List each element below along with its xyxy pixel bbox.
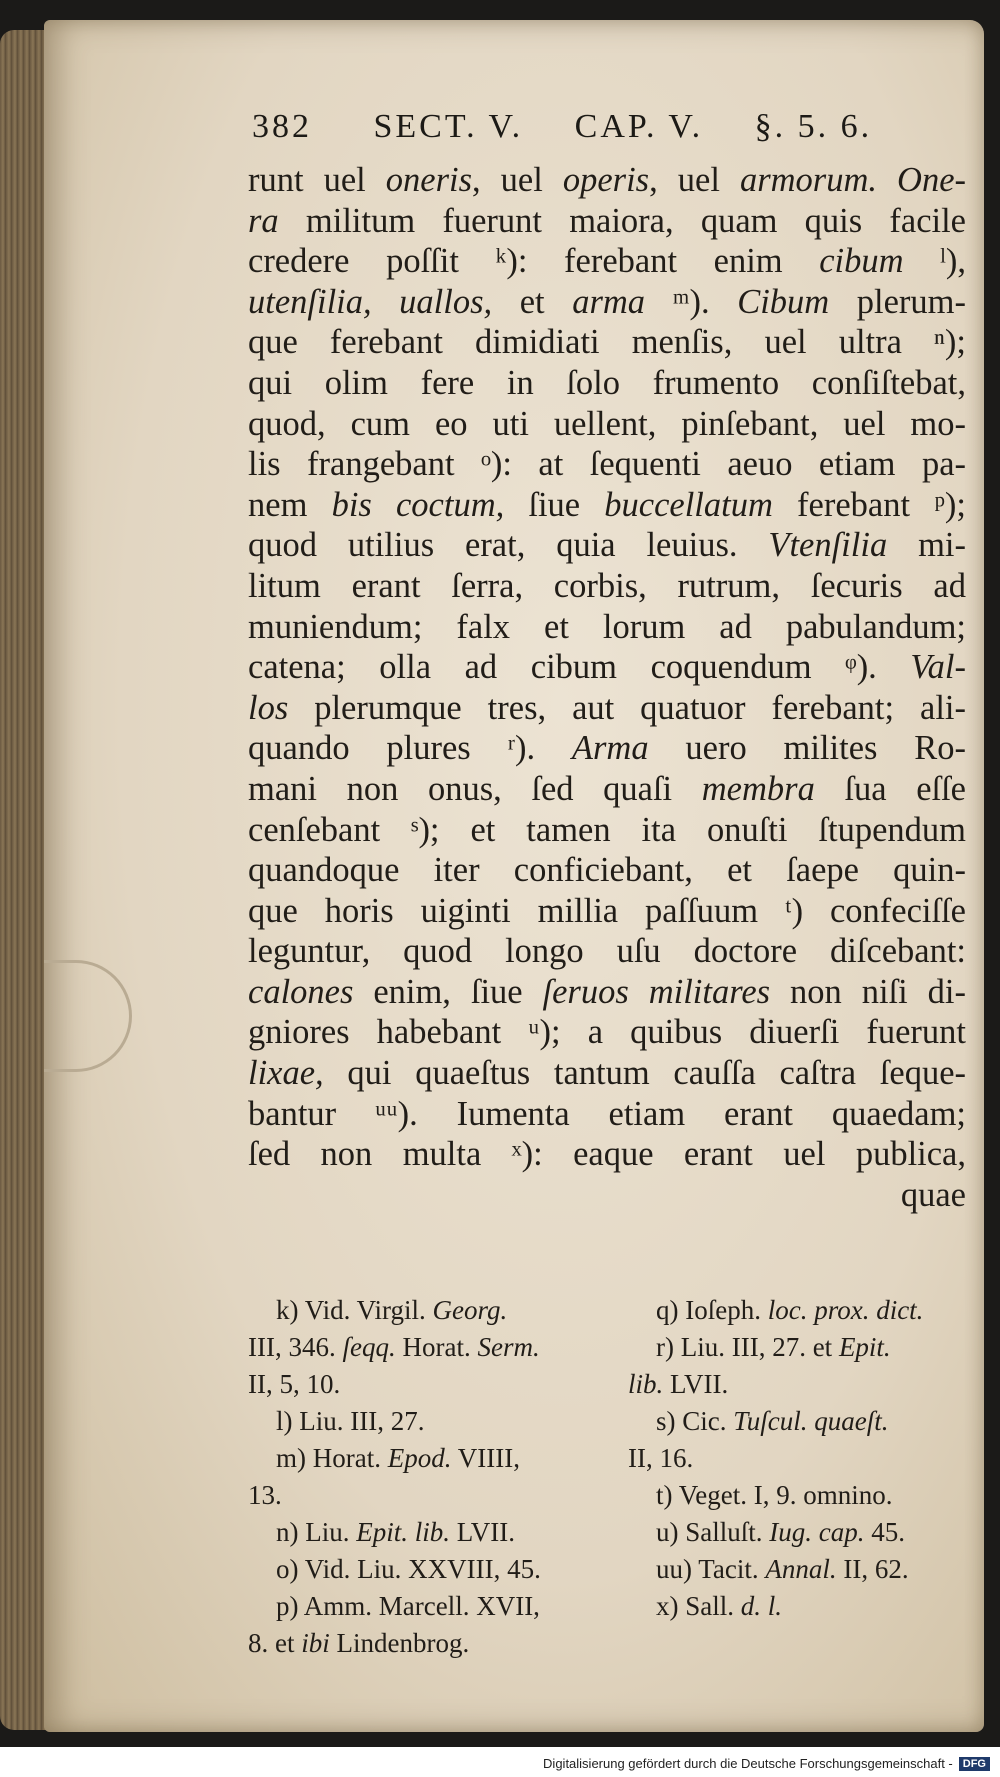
text-run: 8. et: [248, 1628, 302, 1658]
footnote-line: [248, 1403, 598, 1440]
text-run: II, 16.: [628, 1443, 694, 1473]
text-run: et: [492, 282, 573, 321]
italic-text: operis: [562, 161, 650, 199]
text-run: enim, ſiue: [353, 972, 543, 1011]
text-run: quando plures ʳ).: [248, 729, 572, 768]
text-line: [248, 972, 966, 1013]
text-run: Lindenbrog.: [329, 1628, 470, 1658]
text-run: LVII.: [450, 1517, 515, 1547]
text-run: s) Cic.: [656, 1406, 734, 1436]
text-run: uero milites Ro-: [648, 729, 966, 768]
text-run: gniores habebant ᵘ); a quibus diuerſi fuerunt: [248, 1013, 966, 1052]
text-run: t) Veget. I, 9. omnino.: [656, 1480, 893, 1510]
text-run: uu) Tacit.: [656, 1554, 766, 1584]
text-run: Horat.: [395, 1332, 478, 1362]
italic-text: ra: [248, 201, 279, 240]
footnote-line: [248, 1551, 598, 1588]
footnote-line: [248, 1588, 598, 1625]
text-run: III, 346.: [248, 1332, 343, 1362]
italic-text: oneris: [385, 161, 473, 199]
footnote-line: [628, 1514, 968, 1551]
italic-text: d. l.: [740, 1591, 783, 1621]
text-run: nem: [248, 485, 332, 524]
italic-text: ibi: [301, 1628, 330, 1658]
footnotes-left-column: [248, 1292, 598, 1662]
text-run: ſiue: [504, 485, 605, 524]
footnote-line: [248, 1292, 598, 1329]
text-run: quod utilius erat, quia leuius.: [248, 526, 769, 565]
main-text-block: [248, 160, 966, 1215]
text-run: ferebant ᵖ);: [772, 485, 967, 524]
text-line: [248, 931, 966, 972]
text-run: 45.: [864, 1517, 905, 1547]
text-run: leguntur, quod longo uſu doctore diſcebant:: [248, 932, 966, 971]
italic-text: calones: [248, 972, 354, 1011]
text-run: II, 62.: [836, 1554, 909, 1584]
text-line: [248, 160, 966, 201]
text-run: que ferebant dimidiati menſis, uel ultra ⁿ);: [248, 323, 966, 362]
text-line: [248, 1012, 966, 1053]
paragraph-label: §. 5. 6.: [754, 108, 873, 145]
italic-text: lib.: [628, 1369, 664, 1399]
text-run: credere poſſit ᵏ): ferebant enim: [248, 242, 820, 281]
italic-text: Vtenſilia: [768, 526, 888, 565]
italic-text: Serm.: [477, 1332, 540, 1362]
italic-text: los: [248, 688, 289, 727]
running-header: [252, 108, 972, 146]
footnote-line: [248, 1625, 598, 1662]
text-line: [248, 404, 966, 445]
text-run: cenſebant ˢ); et tamen ita onuſti ſtupendum: [248, 810, 966, 849]
text-run: LVII.: [663, 1369, 729, 1399]
footnote-line: [628, 1366, 968, 1403]
footnote-line: [248, 1329, 598, 1366]
footnote-line: [628, 1477, 968, 1514]
text-run: litum erant ſerra, corbis, rutrum, ſecuris ad: [248, 566, 966, 605]
text-run: m) Horat.: [276, 1443, 388, 1473]
footnote-line: [248, 1366, 598, 1403]
page-clip-mark: [44, 960, 132, 1072]
text-run: ᵐ).: [645, 282, 738, 321]
text-line: [248, 1094, 966, 1135]
italic-text: arma: [572, 282, 646, 321]
text-line: [248, 769, 966, 810]
text-run: non niſi di-: [770, 972, 966, 1011]
italic-text: Val-: [910, 648, 966, 687]
italic-text: loc. prox. dict.: [767, 1295, 924, 1325]
text-line: [248, 444, 966, 485]
text-run: q) Ioſeph.: [656, 1295, 768, 1325]
italic-text: lixae,: [248, 1054, 324, 1093]
italic-text: Cibum: [737, 282, 830, 321]
text-run: qui quaeſtus tantum cauſſa caſtra ſeque-: [323, 1054, 966, 1093]
text-run: runt uel: [248, 161, 386, 199]
text-line: [248, 850, 966, 891]
text-line: [248, 1134, 966, 1175]
italic-text: cibum: [819, 242, 904, 281]
italic-text: buccellatum: [604, 485, 773, 524]
text-run: plerumque tres, aut quatuor ferebant; ali-: [288, 688, 966, 727]
text-line: [248, 201, 966, 242]
text-run: quandoque iter conficiebant, et ſaepe quin-: [248, 851, 966, 890]
text-run: plerum-: [829, 282, 966, 321]
credit-text: Digitalisierung gefördert durch die Deutsche Forschungsgemeinschaft -: [543, 1756, 953, 1771]
italic-text: ſeruos militares: [542, 972, 771, 1011]
text-line: [248, 485, 966, 526]
text-run: u) Salluſt.: [656, 1517, 770, 1547]
text-run: mi-: [887, 526, 966, 565]
text-run: x) Sall.: [656, 1591, 741, 1621]
text-run: l) Liu. III, 27.: [276, 1406, 425, 1436]
text-run: muniendum; falx et lorum ad pabulandum;: [248, 607, 966, 646]
footnote-line: [248, 1514, 598, 1551]
text-run: ſua eſſe: [814, 769, 966, 808]
text-line: [248, 728, 966, 769]
footnote-line: [628, 1440, 968, 1477]
text-run: o) Vid. Liu. XXVIII, 45.: [276, 1554, 541, 1584]
credit-bar: [0, 1747, 1000, 1777]
italic-text: Arma: [571, 729, 649, 768]
text-run: 13.: [248, 1480, 282, 1510]
footnote-line: [628, 1551, 968, 1588]
footnotes-right-column: [628, 1292, 968, 1625]
text-run: quae: [900, 1175, 966, 1214]
text-run: qui olim fere in ſolo frumento conſiſtebat,: [248, 363, 966, 402]
italic-text: utenſilia, uallos,: [248, 282, 493, 321]
footnote-line: [248, 1477, 598, 1514]
italic-text: Epit. lib.: [356, 1517, 450, 1547]
text-line: [248, 566, 966, 607]
text-line: [248, 241, 966, 282]
text-line: [248, 688, 966, 729]
italic-text: Epod.: [387, 1443, 452, 1473]
italic-text: ſeqq.: [342, 1332, 396, 1362]
footnote-line: [628, 1403, 968, 1440]
italic-text: Georg.: [432, 1295, 508, 1325]
text-run: lis frangebant ᵒ): at ſequenti aeuo etiam pa-: [248, 445, 966, 484]
text-run: militum fuerunt maiora, quam quis facile: [278, 201, 966, 240]
text-line: [248, 891, 966, 932]
text-run: ˡ),: [903, 242, 966, 281]
italic-text: Annal.: [765, 1554, 837, 1584]
text-run: , uel: [649, 161, 740, 199]
text-line: [248, 647, 966, 688]
text-run: que horis uiginti millia paſſuum ᵗ) confeciſſe: [248, 891, 966, 930]
footnote-line: [628, 1588, 968, 1625]
text-run: mani non onus, ſed quaſi: [248, 769, 702, 808]
text-run: II, 5, 10.: [248, 1369, 341, 1399]
text-line: [248, 322, 966, 363]
text-run: n) Liu.: [276, 1517, 357, 1547]
text-run: , uel: [472, 161, 563, 199]
italic-text: Iug. cap.: [769, 1517, 865, 1547]
credit-line: [543, 1756, 990, 1771]
text-run: p) Amm. Marcell. XVII,: [276, 1591, 540, 1621]
italic-text: One-: [877, 161, 966, 199]
footnote-line: [628, 1292, 968, 1329]
text-line: [248, 1175, 966, 1216]
footnote-line: [628, 1329, 968, 1366]
text-line: [248, 810, 966, 851]
text-run: bantur ᵘᵘ). Iumenta etiam erant quaedam;: [248, 1094, 966, 1133]
text-run: k) Vid. Virgil.: [276, 1295, 433, 1325]
text-run: quod, cum eo uti uellent, pinſebant, uel mo-: [248, 404, 966, 443]
text-run: catena; olla ad cibum coquendum ᵠ).: [248, 648, 911, 687]
text-line: [248, 282, 966, 323]
italic-text: bis coctum,: [331, 485, 505, 524]
text-line: [248, 1053, 966, 1094]
italic-text: membra: [701, 769, 815, 808]
page-number: 382: [252, 108, 312, 145]
italic-text: Tuſcul. quaeſt.: [733, 1406, 889, 1436]
footnote-line: [248, 1440, 598, 1477]
text-run: VIIII,: [451, 1443, 520, 1473]
text-run: ſed non multa ˣ): eaque erant uel publica,: [248, 1135, 966, 1174]
text-line: [248, 607, 966, 648]
italic-text: Epit.: [838, 1332, 891, 1362]
text-run: r) Liu. III, 27. et: [656, 1332, 839, 1362]
text-line: [248, 525, 966, 566]
chapter-label: CAP. V.: [574, 108, 704, 145]
italic-text: armorum.: [739, 161, 877, 199]
text-line: [248, 363, 966, 404]
dfg-logo: DFG: [959, 1757, 990, 1771]
section-label: SECT. V.: [373, 108, 524, 145]
